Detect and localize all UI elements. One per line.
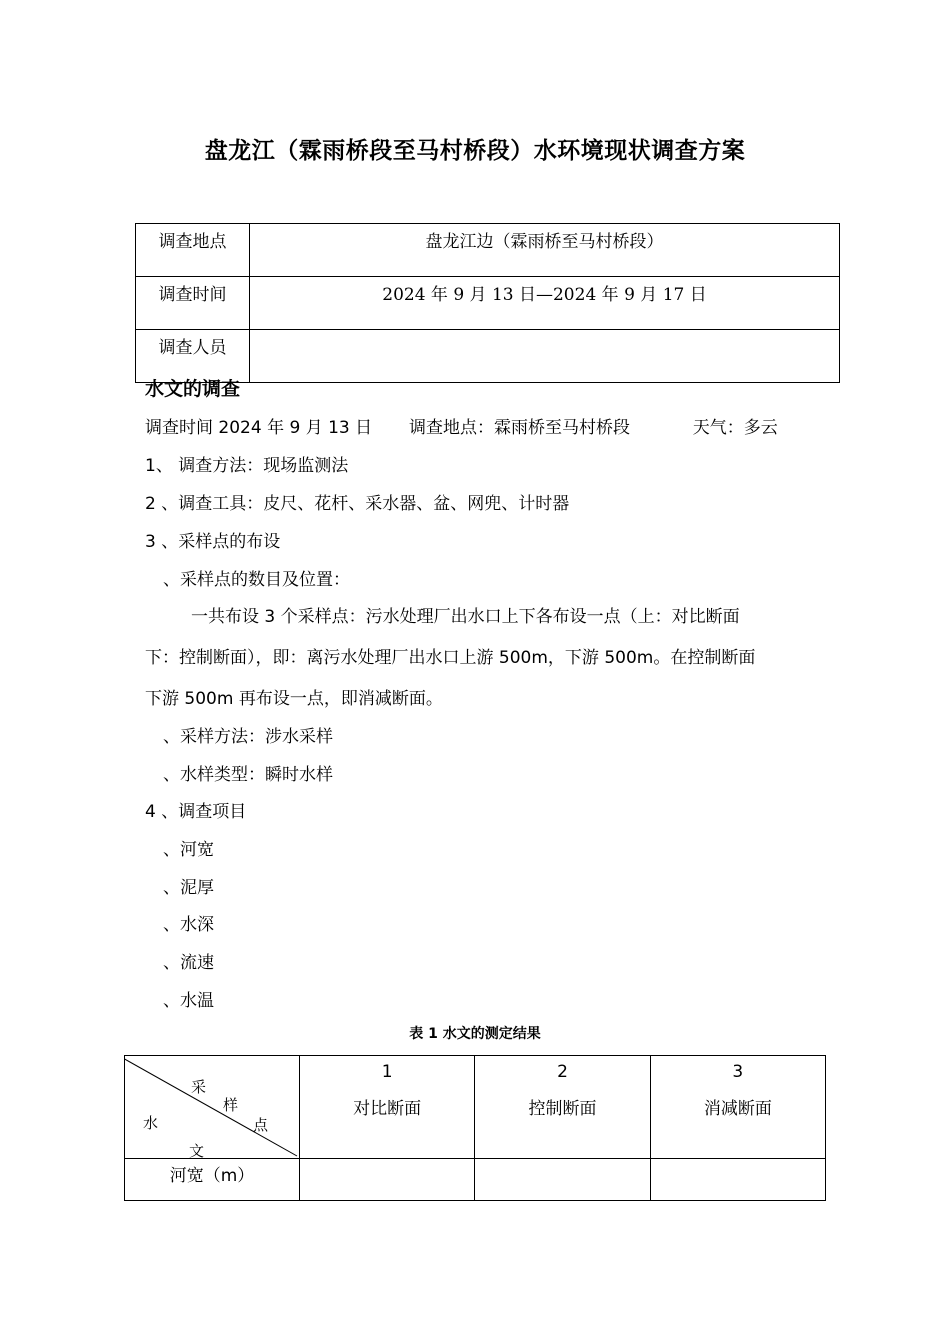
info-value: 2024 年 9 月 13 日—2024 年 9 月 17 日 xyxy=(250,277,840,330)
column-header xyxy=(475,1056,650,1159)
column-number: 2 xyxy=(557,1062,568,1082)
list-item: 3 、采样点的布设 xyxy=(145,532,281,552)
table-cell xyxy=(650,1159,825,1201)
table-caption: 表 1 水文的测定结果 xyxy=(409,1026,541,1042)
column-header xyxy=(300,1056,475,1159)
row-label: 河宽（m） xyxy=(125,1159,300,1201)
list-item: 、水样类型：瞬时水样 xyxy=(163,765,333,785)
list-item: 、采样点的数目及位置： xyxy=(163,570,350,590)
list-item: 、泥厚 xyxy=(163,878,214,898)
list-item: 、流速 xyxy=(163,953,214,973)
column-name: 消减断面 xyxy=(703,1099,772,1119)
paragraph-line: 下游 500m 再布设一点，即消减断面。 xyxy=(145,689,443,709)
list-item: 1、 调查方法：现场监测法 xyxy=(145,456,349,476)
table-row xyxy=(136,330,840,383)
info-table xyxy=(135,223,840,383)
paragraph-line: 下：控制断面），即：离污水处理厂出水口上游 500m，下游 500m。在控制断面 xyxy=(145,648,756,668)
corner-cell xyxy=(125,1056,300,1159)
table-cell xyxy=(475,1159,650,1201)
corner-label: 水 xyxy=(143,1114,159,1132)
corner-label: 采 xyxy=(191,1078,207,1096)
meta-weather: 天气：多云 xyxy=(692,418,778,438)
table-cell xyxy=(300,1159,475,1201)
info-label: 调查人员 xyxy=(136,330,250,383)
corner-label: 样 xyxy=(223,1096,239,1114)
page-title: 盘龙江（霖雨桥段至马村桥段）水环境现状调查方案 xyxy=(204,138,746,164)
table-row xyxy=(136,224,840,277)
paragraph-line: 一共布设 3 个采样点：污水处理厂出水口上下各布设一点（上：对比断面 xyxy=(191,607,740,627)
section-heading: 水文的调查 xyxy=(145,378,241,400)
list-item: 、水深 xyxy=(163,915,214,935)
list-item: 、水温 xyxy=(163,991,214,1011)
list-item: 、采样方法：涉水采样 xyxy=(163,727,333,747)
meta-time: 调查时间 2024 年 9 月 13 日 xyxy=(145,418,373,438)
meta-place: 调查地点：霖雨桥至马村桥段 xyxy=(408,418,630,438)
column-number: 3 xyxy=(732,1062,744,1082)
corner-label: 点 xyxy=(253,1116,269,1134)
corner-label: 文 xyxy=(189,1142,205,1160)
info-label: 调查地点 xyxy=(136,224,250,277)
meta-line xyxy=(145,413,778,438)
column-name: 控制断面 xyxy=(528,1099,597,1119)
info-value: 盘龙江边（霖雨桥至马村桥段） xyxy=(250,224,840,277)
table-row xyxy=(125,1159,826,1201)
diagonal-line xyxy=(125,1056,299,1157)
list-item: 4 、调查项目 xyxy=(145,802,247,822)
list-item: 、河宽 xyxy=(163,840,214,860)
result-table xyxy=(124,1055,826,1201)
table-row xyxy=(136,277,840,330)
info-label: 调查时间 xyxy=(136,277,250,330)
list-item: 2 、调查工具：皮尺、花杆、采水器、盆、网兜、计时器 xyxy=(145,494,570,514)
table-header-row xyxy=(125,1056,826,1159)
column-header xyxy=(650,1056,825,1159)
column-name: 对比断面 xyxy=(353,1099,422,1119)
info-value xyxy=(250,330,840,383)
column-number: 1 xyxy=(381,1062,393,1082)
